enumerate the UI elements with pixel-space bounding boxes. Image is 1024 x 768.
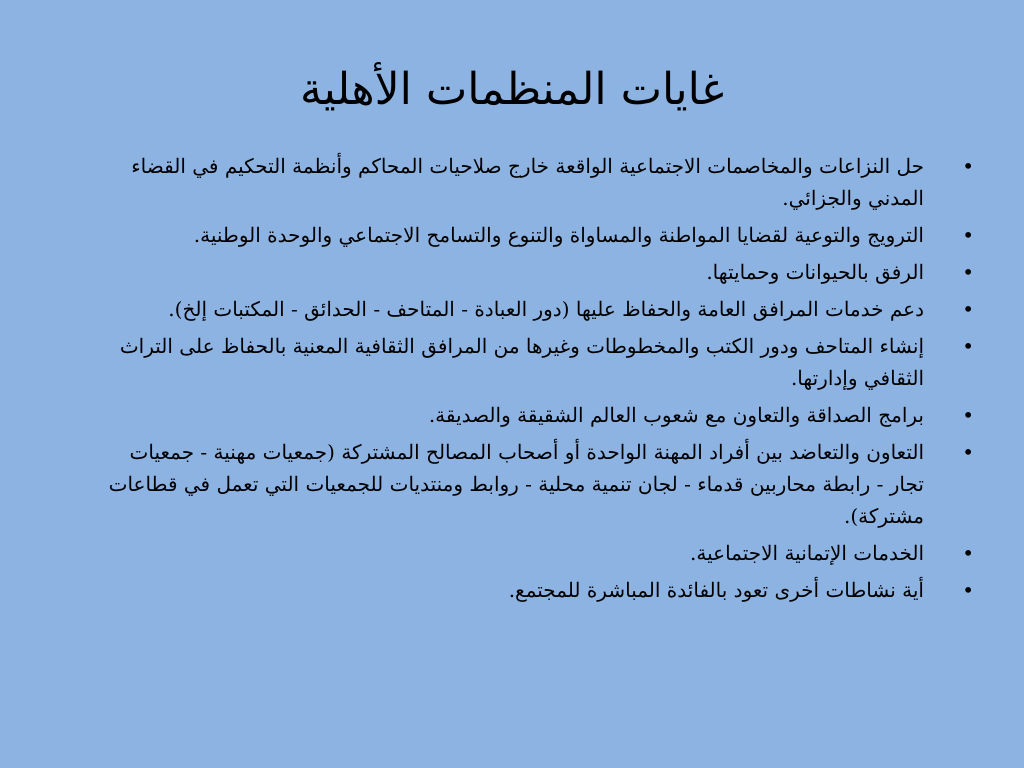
bullet-text: أية نشاطات أخرى تعود بالفائدة المباشرة للمجتمع. (508, 578, 924, 602)
bullet-text: التعاون والتعاضد بين أفراد المهنة الواحدة أو أصحاب المصالح المشتركة (جمعيات مهنية - جمعيات تجار - رابطة محاربين قدماء - لجان تنمية محلية - روابط ومنتديات للجمعيات التي تعمل في قطاعات مشتركة). (108, 440, 924, 528)
bullet-text: إنشاء المتاحف ودور الكتب والمخطوطات وغيرها من المرافق الثقافية المعنية بالحفاظ على التراث الثقافي وإدارتها. (119, 334, 924, 390)
slide-title: غايات المنظمات الأهلية (299, 64, 725, 115)
bullet-item-6 (104, 399, 974, 431)
bullet-list (104, 150, 974, 611)
bullet-dot-icon: • (962, 541, 974, 565)
bullet-dot-icon: • (962, 403, 974, 427)
bullet-text: الترويج والتوعية لقضايا المواطنة والمساواة والتنوع والتسامح الاجتماعي والوحدة الوطنية. (193, 223, 924, 247)
bullet-item-4 (104, 293, 974, 325)
bullet-dot-icon: • (962, 440, 974, 464)
bullet-dot-icon: • (962, 223, 974, 247)
bullet-item-3 (104, 256, 974, 288)
bullet-dot-icon: • (962, 297, 974, 321)
bullet-text: الرفق بالحيوانات وحمايتها. (706, 260, 924, 284)
bullet-text: دعم خدمات المرافق العامة والحفاظ عليها (دور العبادة - المتاحف - الحدائق - المكتبات إلخ). (168, 297, 924, 321)
bullet-dot-icon: • (962, 334, 974, 358)
bullet-item-1 (104, 150, 974, 214)
bullet-text: الخدمات الإتمانية الاجتماعية. (690, 541, 924, 565)
bullet-text: برامج الصداقة والتعاون مع شعوب العالم الشقيقة والصديقة. (428, 403, 924, 427)
bullet-dot-icon: • (962, 260, 974, 284)
bullet-text: حل النزاعات والمخاصمات الاجتماعية الواقعة خارج صلاحيات المحاكم وأنظمة التحكيم في القضاء المدني والجزائي. (131, 154, 924, 210)
bullet-item-2 (104, 219, 974, 251)
bullet-dot-icon: • (962, 154, 974, 178)
bullet-item-7 (104, 436, 974, 532)
bullet-dot-icon: • (962, 578, 974, 602)
bullet-item-9 (104, 574, 974, 606)
bullet-item-8 (104, 537, 974, 569)
bullet-item-5 (104, 330, 974, 394)
